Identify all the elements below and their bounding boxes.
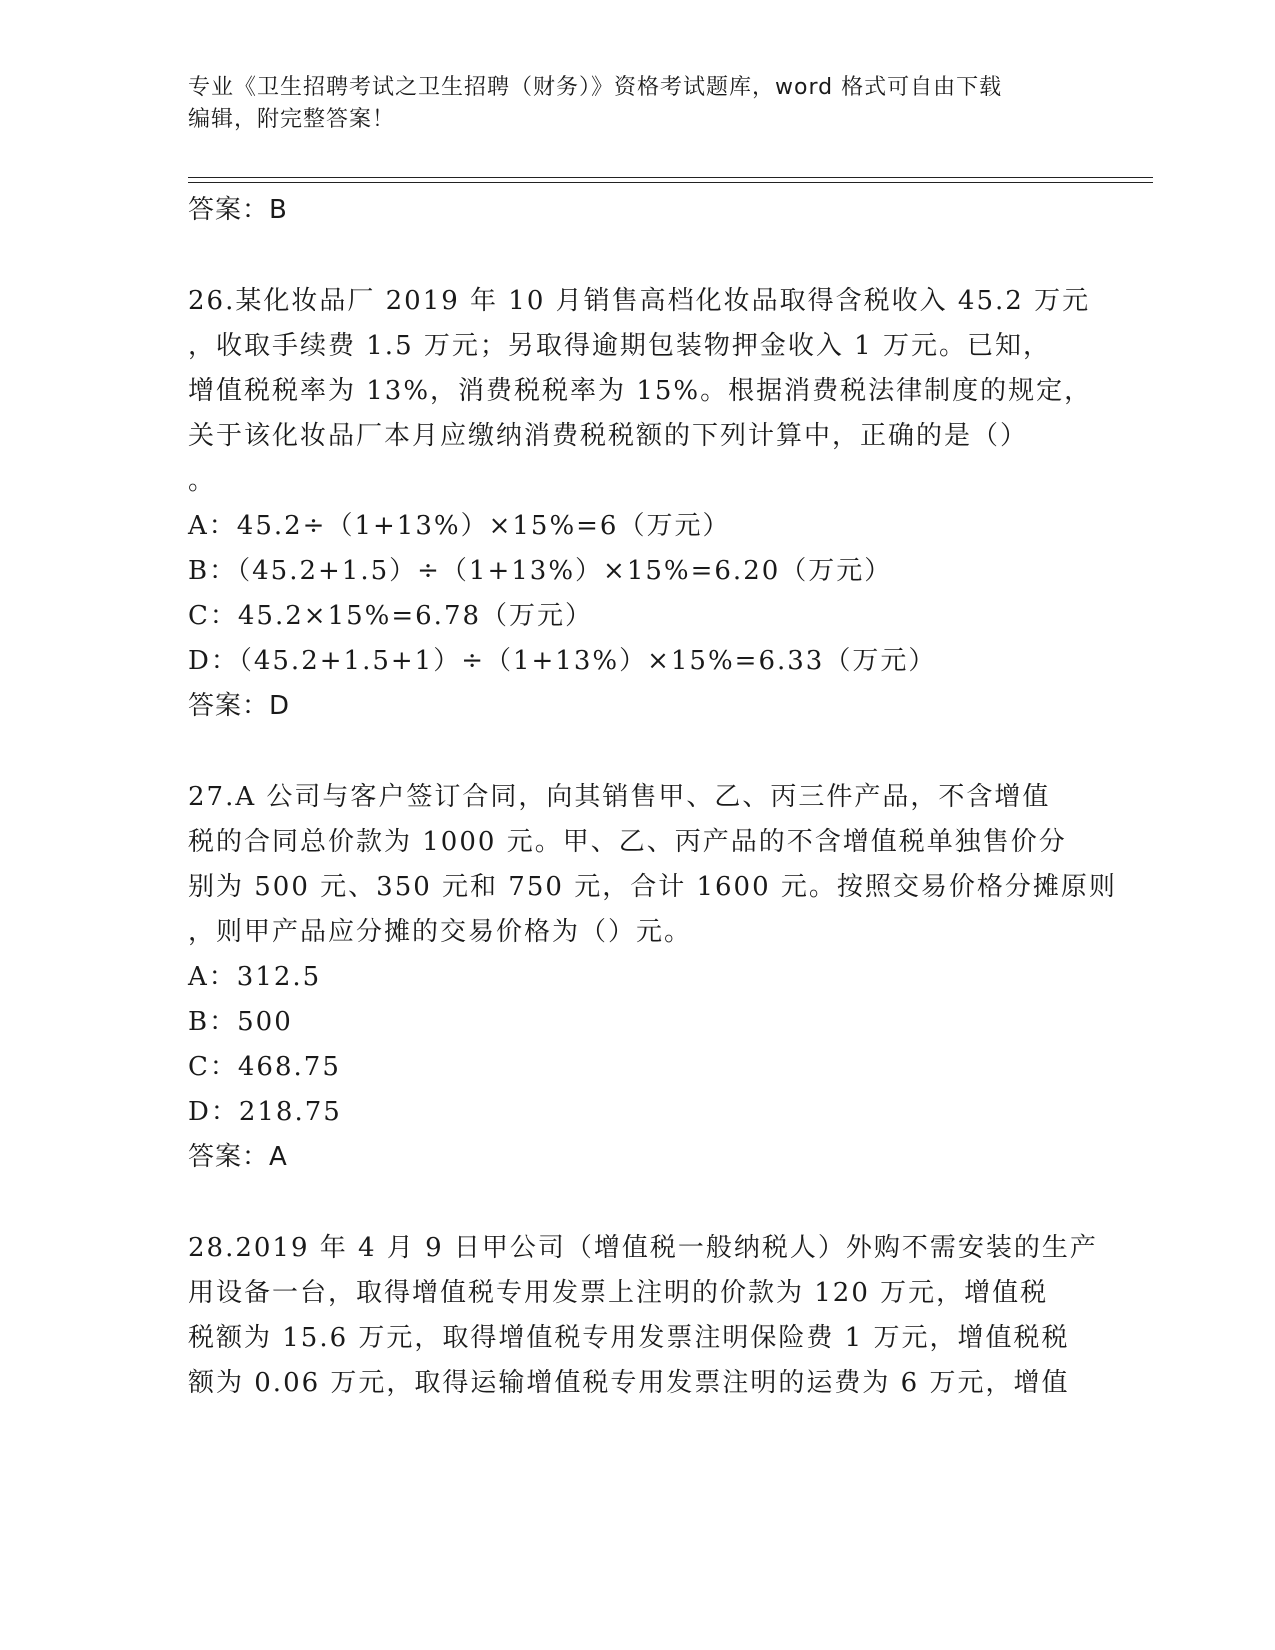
option-d: D：（45.2+1.5+1）÷（1+13%）×15%=6.33（万元） (188, 646, 937, 676)
question-line: ，则甲产品应分摊的交易价格为（）元。 (188, 917, 693, 947)
question-28 (188, 1226, 1098, 1406)
page-header (188, 72, 1068, 136)
option-c: C：468.75 (188, 1052, 341, 1082)
answer-previous: 答案：B (188, 195, 288, 225)
question-line: 别为 500 元、350 元和 750 元，合计 1600 元。按照交易价格分摊原则 (188, 872, 1117, 902)
header-line-2: 编辑，附完整答案！ (188, 107, 396, 132)
option-b: B：（45.2+1.5）÷（1+13%）×15%=6.20（万元） (188, 556, 893, 586)
spacer (188, 233, 1088, 279)
document-body (188, 188, 1117, 1406)
header-rule-bottom (188, 182, 1153, 183)
question-line: 。 (188, 466, 217, 496)
option-a: A：312.5 (188, 962, 322, 992)
question-line: 税的合同总价款为 1000 元。甲、乙、丙产品的不含增值税单独售价分 (188, 827, 1067, 857)
spacer (188, 729, 1088, 775)
option-a: A：45.2÷（1+13%）×15%=6（万元） (188, 511, 731, 541)
answer-26: 答案：D (188, 691, 291, 721)
question-line: 27.A 公司与客户签订合同，向其销售甲、乙、丙三件产品，不含增值 (188, 782, 1051, 812)
question-26 (188, 279, 1093, 729)
spacer (188, 1180, 1088, 1226)
question-line: 额为 0.06 万元，取得运输增值税专用发票注明的运费为 6 万元，增值 (188, 1368, 1070, 1398)
answer-27: 答案：A (188, 1142, 288, 1172)
question-line: ，收取手续费 1.5 万元；另取得逾期包装物押金收入 1 万元。已知， (188, 331, 1051, 361)
question-27 (188, 775, 1117, 1180)
question-line: 关于该化妆品厂本月应缴纳消费税税额的下列计算中，正确的是（） (188, 421, 1029, 451)
question-line: 26.某化妆品厂 2019 年 10 月销售高档化妆品取得含税收入 45.2 万元 (188, 286, 1091, 316)
question-line: 28.2019 年 4 月 9 日甲公司（增值税一般纳税人）外购不需安装的生产 (188, 1233, 1098, 1263)
header-rule-top (188, 177, 1153, 178)
question-line: 用设备一台，取得增值税专用发票上注明的价款为 120 万元，增值税 (188, 1278, 1049, 1308)
question-line: 税额为 15.6 万元，取得增值税专用发票注明保险费 1 万元，增值税税 (188, 1323, 1070, 1353)
header-line-1: 专业《卫生招聘考试之卫生招聘（财务）》资格考试题库，word 格式可自由下载 (188, 75, 1003, 100)
option-d: D：218.75 (188, 1097, 342, 1127)
option-b: B：500 (188, 1007, 293, 1037)
question-line: 增值税税率为 13%，消费税税率为 15%。根据消费税法律制度的规定， (188, 376, 1093, 406)
option-c: C：45.2×15%=6.78（万元） (188, 601, 594, 631)
